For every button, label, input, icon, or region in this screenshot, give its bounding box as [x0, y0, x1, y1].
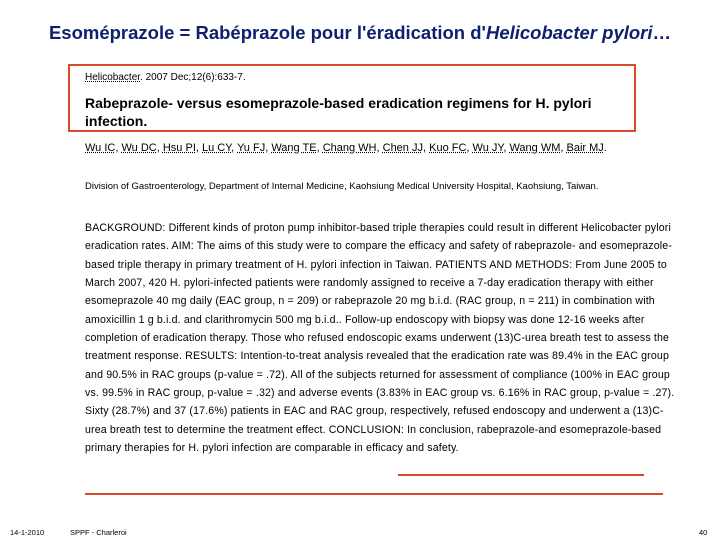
footer-page-number: 40 — [699, 528, 708, 537]
author-link[interactable]: Wang TE — [271, 142, 317, 154]
abstract-conclusion: CONCLUSION: In conclusion, rabeprazole-and esomeprazole-based primary therapies for H. pylori infection are comparable in efficacy and safety. — [85, 423, 662, 455]
footer-organization: SPPF - Charleroi — [70, 528, 127, 537]
article-title: Rabeprazole- versus esomeprazole-based eradication regimens for H. pylori infection. — [85, 95, 592, 129]
author-list: Wu IC, Wu DC, Hsu PI, Lu CY, Yu FJ, Wang TE, Chang WH, Chen JJ, Kuo FC, Wu JY, Wang WM, Bair MJ. — [85, 142, 607, 154]
slide-title-main: Esoméprazole = Rabéprazole pour l'éradication d' — [48, 22, 486, 43]
author-link[interactable]: Wu IC — [85, 142, 116, 154]
author-link[interactable]: Yu FJ — [237, 142, 266, 154]
journal-link[interactable]: Helicobacter — [85, 72, 141, 83]
footer-date: 14-1-2010 — [10, 528, 45, 537]
author-link[interactable]: Bair MJ — [566, 142, 604, 154]
abstract-body: BACKGROUND: Different kinds of proton pump inhibitor-based triple therapies could result in different Helicobacter pylori eradication rates. AIM: The aims of this study were to compare the efficacy and safety of rabeprazole- and esomeprazole-based triple therapy in primary treatment of H. pylori infection in Taiwan. PATIENTS AND METHODS: From June 2005 to March 2007, 420 H. pylori-infected patients were randomly assigned to receive a 7-day eradication therapy with either esomeprazole 40 mg daily (EAC group, n = 209) or rabeprazole 20 mg b.i.d. (RAC group, n = 211) in combination with amoxicillin 1 g b.i.d. and clarithromycin 500 mg b.i.d.. Follow-up endoscopy with biopsy was done 12-16 weeks after completion of eradication therapy. Those who refused endoscopic exams underwent (13)C-urea breath test to assess the treatment response. RESULTS: Intention-to-treat analysis revealed that the eradication rate was 89.4% in the EAC group and 90.5% in RAC groups (p-value = .72). All of the subjects returned for assessment of compliance (100% in EAC group vs. 99.5% in RAC group, p-value = .32) and adverse events (3.83% in EAC group vs. 6.16% in RAC group, p-value = .27). Sixty (28.7%) and 37 (17.6%) patients in EAC and RAC group, respectively, refused endoscopy and underwent a (13)C-urea breath test to determine the treatment effect. — [85, 222, 675, 436]
author-link[interactable]: Lu CY — [202, 142, 232, 154]
author-link[interactable]: Wu JY — [472, 142, 504, 154]
journal-reference: . 2007 Dec;12(6):633-7. — [140, 72, 246, 83]
slide-title-tail: … — [652, 22, 672, 43]
slide-title-italic: Helicobacter pylori — [485, 22, 653, 43]
author-link[interactable]: Chang WH — [322, 142, 377, 154]
author-link[interactable]: Wu DC — [121, 142, 157, 154]
conclusion-underline-1 — [398, 474, 644, 476]
affiliation: Division of Gastroenterology, Department of Internal Medicine, Kaohsiung Medical University Hospital, Kaohsiung, Taiwan. — [85, 181, 599, 192]
author-link[interactable]: Chen JJ — [382, 142, 423, 154]
journal-citation — [85, 72, 675, 83]
slide-title — [0, 22, 720, 44]
author-link[interactable]: Wang WM — [509, 142, 561, 154]
abstract — [85, 219, 675, 457]
conclusion-underline-2 — [85, 493, 663, 495]
author-link[interactable]: Kuo FC — [429, 142, 467, 154]
author-link[interactable]: Hsu PI — [162, 142, 196, 154]
